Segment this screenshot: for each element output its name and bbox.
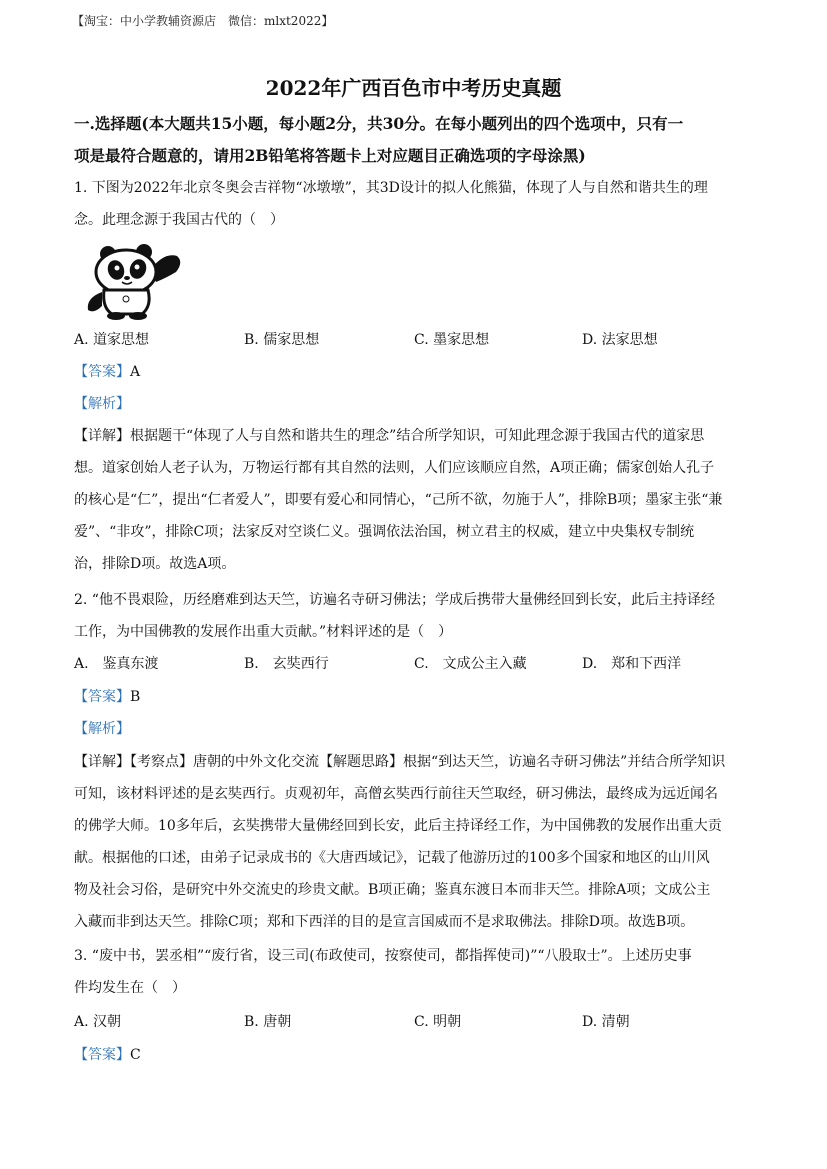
- q3-answer: [74, 1039, 141, 1071]
- q3-answer-value: C: [130, 1047, 141, 1063]
- q2-detail-line-1: 【详解】【考察点】唐朝的中外文化交流【解题思路】根据“到达天竺，访遍名寺研习佛法”并结合所学知识: [74, 754, 726, 770]
- q2-answer: [74, 681, 140, 713]
- q3-option-d: D. 清朝: [582, 1014, 630, 1030]
- q1-detail-line-4: 爱”、“非攻”，排除C项；法家反对空谈仁义。强调依法治国，树立君主的权威，建立中央集权专制统: [74, 524, 695, 540]
- header-watermark: 【淘宝：中小学教辅资源店 微信：mlxt2022】: [72, 14, 334, 28]
- q1-answer-value: A: [130, 364, 141, 380]
- q1-detail-line-2: 想。道家创始人老子认为，万物运行都有其自然的法则，人们应该顺应自然，A项正确；儒家创始人孔子: [74, 460, 715, 476]
- q1-option-b: B. 儒家思想: [244, 332, 320, 348]
- q2-detail-line-6: 入藏而非到达天竺。排除C项；郑和下西洋的目的是宣言国威而不是求取佛法。排除D项。故选B项。: [74, 914, 695, 930]
- q3-options: [74, 1006, 754, 1038]
- section-heading-line-1: 一.选择题(本大题共15小题，每小题2分，共30分。在每小题列出的四个选项中，只有一: [74, 114, 684, 133]
- q1-option-a: A. 道家思想: [74, 332, 150, 348]
- q1-option-c: C. 墨家思想: [414, 332, 490, 348]
- q1-stem-line-2: 念。此理念源于我国古代的（ ）: [74, 212, 284, 228]
- q2-answer-value: B: [130, 689, 141, 705]
- q2-detail-line-2: 可知，该材料评述的是玄奘西行。贞观初年，高僧玄奘西行前往天竺取经，研习佛法，最终成为远近闻名: [74, 786, 718, 802]
- q3-option-a: A. 汉朝: [74, 1014, 122, 1030]
- q2-analysis-label: 【解析】: [74, 721, 130, 737]
- q2-detail-line-5: 物及社会习俗，是研究中外交流史的珍贵文献。B项正确；鉴真东渡日本而非天竺。排除A项；文成公主: [74, 882, 711, 898]
- q1-stem-line-1: 1. 下图为2022年北京冬奥会吉祥物“冰墩墩”，其3D设计的拟人化熊猫，体现了人与自然和谐共生的理: [74, 180, 708, 196]
- q2-stem-line-2: 工作，为中国佛教的发展作出重大贡献。”材料评述的是（ ）: [74, 624, 453, 640]
- q3-stem-line-1: 3. “废中书，罢丞相”“废行省，设三司(布政使司，按察使司，都指挥使司)”“八股取士”。上述历史事: [74, 948, 692, 964]
- q1-detail-line-1: 【详解】根据题干“体现了人与自然和谐共生的理念”结合所学知识，可知此理念源于我国古代的道家思: [74, 428, 705, 444]
- q3-option-c: C. 明朝: [414, 1014, 462, 1030]
- q2-detail-line-3: 的佛学大师。10多年后，玄奘携带大量佛经回到长安，此后主持译经工作，为中国佛教的发展作出重大贡: [74, 818, 722, 834]
- q2-options: [74, 648, 754, 680]
- q2-option-a: A. 鉴真东渡: [74, 656, 159, 672]
- q1-analysis-label: 【解析】: [74, 396, 130, 412]
- q2-stem-line-1: 2. “他不畏艰险，历经磨难到达天竺，访遍名寺研习佛法；学成后携带大量佛经回到长安，此后主持译经: [74, 592, 715, 608]
- q3-stem-line-2: 件均发生在（ ）: [74, 980, 186, 996]
- q1-option-d: D. 法家思想: [582, 332, 658, 348]
- q2-answer-label: 【答案】: [74, 689, 130, 705]
- q2-option-c: C. 文成公主入藏: [414, 656, 527, 672]
- q1-options: [74, 324, 754, 356]
- q3-option-b: B. 唐朝: [244, 1014, 292, 1030]
- q1-detail-line-5: 治，排除D项。故选A项。: [74, 556, 236, 572]
- q1-detail-line-3: 的核心是“仁”，提出“仁者爱人”，即要有爱心和同情心，“己所不欲，勿施于人”，排除B项；墨家主张“兼: [74, 492, 723, 508]
- q1-answer: [74, 356, 140, 388]
- section-heading-line-2: 项是最符合题意的，请用2B铅笔将答题卡上对应题目正确选项的字母涂黑): [74, 146, 586, 165]
- q2-detail-line-4: 献。根据他的口述，由弟子记录成书的《大唐西域记》，记载了他游历过的100多个国家和地区的山川风: [74, 850, 710, 866]
- q1-answer-label: 【答案】: [74, 364, 130, 380]
- page-title: 2022年广西百色市中考历史真题: [265, 76, 562, 100]
- q3-answer-label: 【答案】: [74, 1047, 130, 1063]
- q2-option-d: D. 郑和下西洋: [582, 656, 682, 672]
- q2-option-b: B. 玄奘西行: [244, 656, 329, 672]
- bing-dwen-dwen-mascot-image: [80, 244, 186, 320]
